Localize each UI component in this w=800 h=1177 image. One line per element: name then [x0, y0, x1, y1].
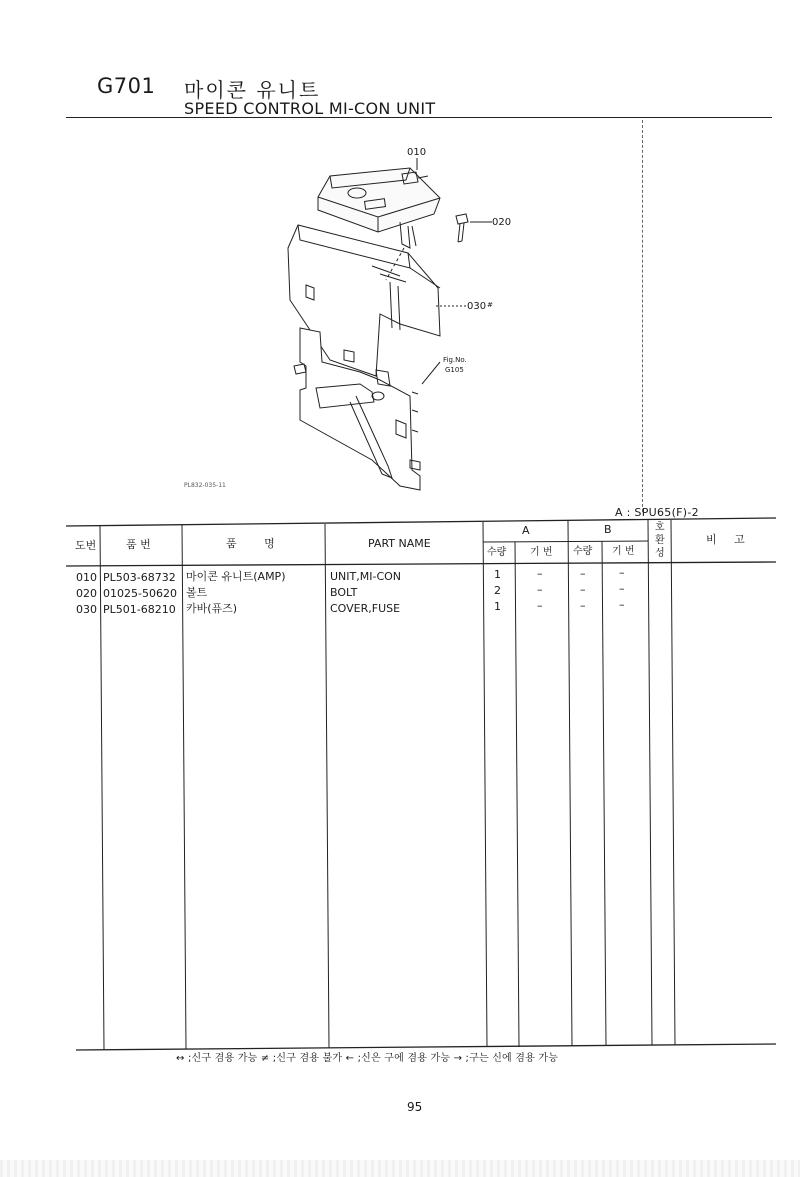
- row-3-qty-a: 1: [494, 600, 501, 613]
- header-ref: 도번: [75, 539, 97, 552]
- header-part-no: 품 번: [126, 538, 151, 551]
- header-part-name: PART NAME: [368, 537, 431, 550]
- row-2-part-no: 01025-50620: [103, 587, 177, 600]
- callout-010: 010: [407, 147, 427, 158]
- row-3-ref: 030: [76, 603, 97, 616]
- header-remarks: 비 고: [706, 533, 745, 546]
- row-1-name-ko: 마이콘 유니트(AMP): [186, 570, 286, 583]
- page-number: 95: [407, 1100, 423, 1114]
- header-compat-3: 성: [655, 548, 665, 559]
- row-2-ref: 020: [76, 587, 97, 600]
- header-group-a: A: [522, 524, 530, 537]
- row-3-part-name: COVER,FUSE: [330, 602, 401, 615]
- row-1-qty-b: –: [580, 567, 586, 580]
- section-code: G701: [97, 74, 156, 98]
- section-title-english: SPEED CONTROL MI-CON UNIT: [184, 99, 436, 118]
- row-3-qty-b: –: [580, 599, 586, 612]
- section-title-korean: 마이콘 유니트: [184, 78, 321, 102]
- row-2-part-name: BOLT: [330, 586, 358, 599]
- header-qty-a: 수량: [487, 547, 507, 558]
- row-1-part-no: PL503-68732: [103, 571, 176, 584]
- row-2-base-b: –: [619, 582, 625, 595]
- row-1-part-name: UNIT,MI-CON: [330, 570, 402, 583]
- scan-edge: [0, 1160, 800, 1177]
- header-compat-1: 호: [655, 522, 665, 533]
- callout-030-mark: #: [487, 301, 493, 309]
- sheet-code: PL832-035-11: [184, 482, 226, 489]
- row-1-base-b: –: [619, 566, 625, 579]
- row-3-name-ko: 카바(퓨즈): [186, 602, 238, 615]
- callout-030: 030: [467, 301, 487, 312]
- compatibility-legend: ↔ ;신구 겸용 가능 ≠ ;신구 겸용 불가 ← ;신은 구에 겸용 가능 → ;구는 신에 겸용 가능: [176, 1053, 559, 1064]
- callout-020: 020: [492, 217, 512, 228]
- header-group-b: B: [604, 523, 612, 536]
- header-name-ko: 품 명: [226, 537, 275, 550]
- header-qty-b: 수량: [573, 546, 593, 557]
- fig-no-label: Fig.No.: [443, 356, 467, 364]
- row-2-qty-b: –: [580, 583, 586, 596]
- row-3-base-b: –: [619, 598, 625, 611]
- fig-ref: G105: [445, 366, 464, 374]
- row-1-base-a: –: [537, 567, 543, 580]
- header-base-a: 기 번: [530, 547, 553, 558]
- row-1-qty-a: 1: [494, 568, 501, 581]
- row-3-base-a: –: [537, 599, 543, 612]
- row-2-name-ko: 볼트: [186, 586, 208, 599]
- model-label: A : SPU65(F)-2: [615, 506, 699, 519]
- row-1-ref: 010: [76, 571, 97, 584]
- header-base-b: 기 번: [612, 546, 635, 557]
- row-2-qty-a: 2: [494, 584, 501, 597]
- header-compat-2: 환: [655, 535, 665, 546]
- row-2-base-a: –: [537, 583, 543, 596]
- row-3-part-no: PL501-68210: [103, 603, 176, 616]
